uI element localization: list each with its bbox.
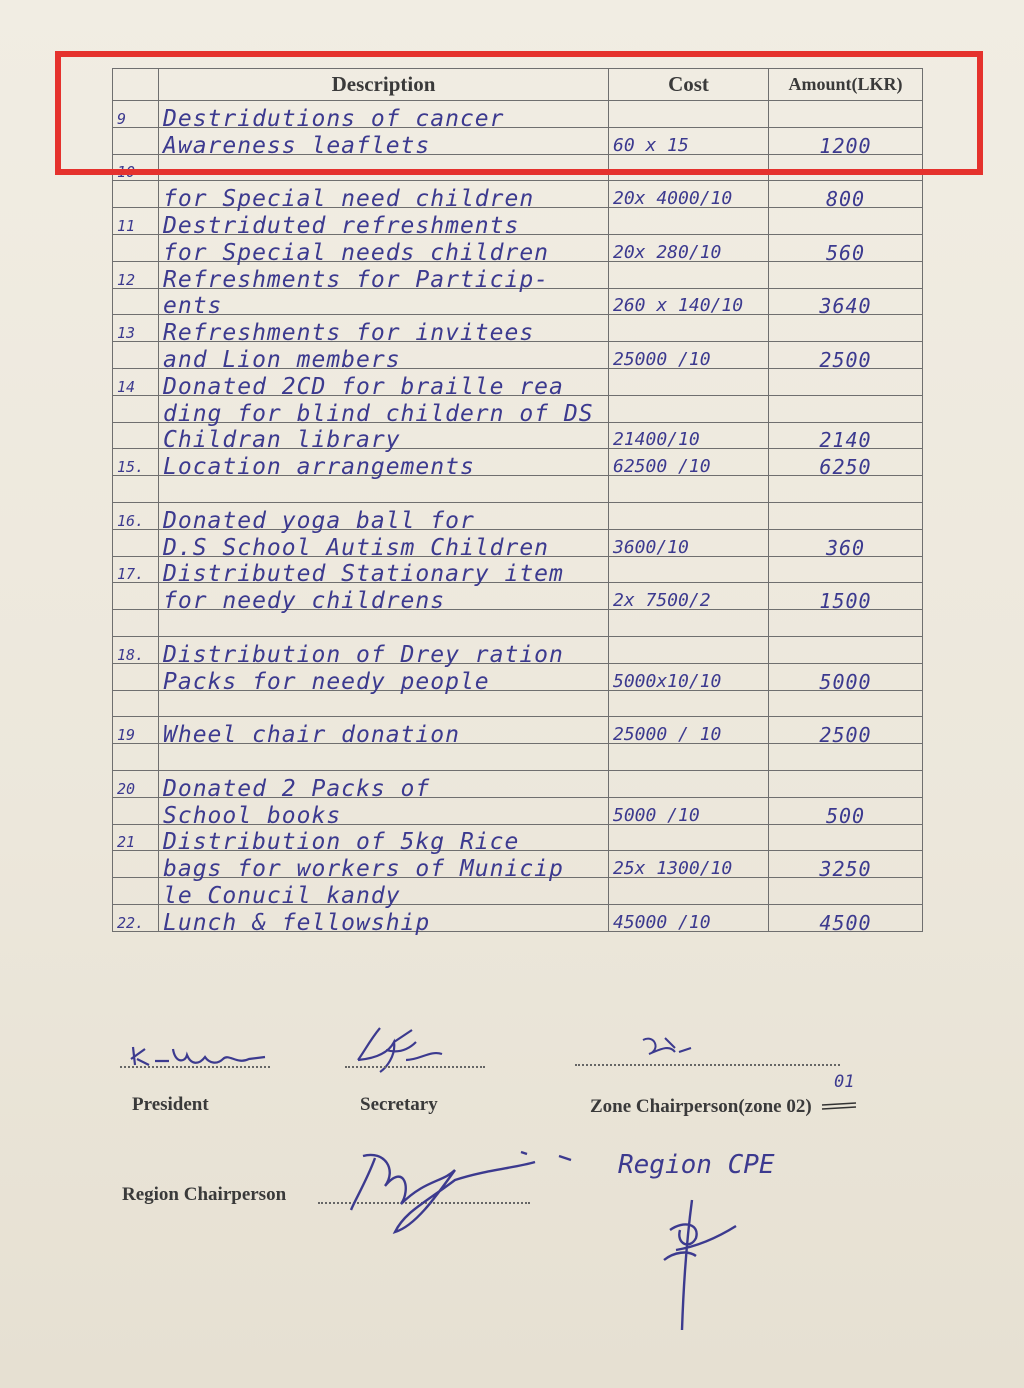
row-cost-cell [609,824,769,851]
row-description-cell [159,770,609,802]
row-number: 13 [117,324,136,343]
row-cost-cell [609,556,769,583]
row-cost-cell [609,234,769,261]
row-amount-cell [769,181,923,212]
row-amount-cell [769,797,923,828]
row-cost: 3600/10 [613,536,689,558]
row-number-cell [113,476,159,503]
row-number-cell [113,449,159,476]
row-amount-cell [769,824,923,851]
row-number: 20 [117,779,136,798]
secretary-signature-line [345,1066,485,1068]
row-amount-cell [769,610,923,637]
row-amount: 1200 [819,133,872,158]
row-number-cell [113,288,159,315]
row-cost-cell [609,583,769,610]
row-cost-cell [609,904,769,931]
table-body [113,101,923,936]
row-cost-cell [609,449,769,476]
region-note-signature [640,1190,770,1340]
row-number-cell [113,717,159,744]
row-description-cell [159,556,609,588]
row-cost-cell [609,368,769,395]
row-amount-cell [769,690,923,717]
row-number-cell [113,368,159,395]
row-description: Location arrangements [163,454,475,481]
row-description: Distributed Stationary item [163,561,564,588]
table-row [113,502,923,529]
header-description: Description [159,69,609,101]
row-number-cell [113,797,159,824]
row-amount: 4500 [819,910,872,935]
row-number-cell [113,422,159,449]
row-amount-cell [769,636,923,663]
row-description: le Conucil kandy [163,882,401,909]
row-description: Awareness leaflets [163,132,431,159]
row-number: 12 [117,270,136,289]
zone-strikeout [820,1097,860,1117]
row-description: Lunch & fellowship [163,909,431,936]
region-chairperson-label: Region Chairperson [122,1184,287,1205]
row-number: 9 [117,109,127,128]
row-amount: 2500 [819,347,872,372]
row-cost: 20x 280/10 [613,241,722,263]
row-number: 16. [117,511,145,530]
row-amount-cell [769,770,923,797]
row-amount-cell [769,904,923,935]
row-description: Wheel chair donation [163,722,460,749]
row-number-cell [113,904,159,931]
row-description: School books [163,802,342,829]
row-cost: 21400/10 [613,429,700,451]
highlight-box [55,51,983,175]
row-number-cell [113,261,159,288]
table-row [113,717,923,744]
row-number-cell [113,636,159,663]
row-cost-cell [609,529,769,556]
row-amount-cell [769,422,923,453]
zone-chairperson-signature [635,1030,705,1064]
row-cost-cell [609,797,769,824]
row-cost-cell [609,261,769,288]
row-description-cell [159,636,609,668]
row-number-cell [113,502,159,529]
expense-table [112,68,923,936]
row-amount-cell [769,717,923,748]
row-description: Donated 2CD for braille rea [163,373,564,400]
row-description: Destriduted refreshments [163,212,520,239]
row-cost: 2x 7500/2 [613,590,711,612]
row-amount-cell [769,234,923,265]
row-amount-cell [769,744,923,771]
row-description: bags for workers of Municip [163,856,564,883]
row-description: for needy childrens [163,588,446,615]
row-amount-cell [769,208,923,235]
row-cost: 62500 /10 [613,456,711,478]
row-cost-cell [609,690,769,717]
header-cost: Cost [609,69,769,101]
row-amount-cell [769,556,923,583]
row-amount-cell [769,288,923,319]
row-number-cell [113,690,159,717]
row-number-cell [113,315,159,342]
row-amount-cell [769,663,923,694]
president-label: President [132,1094,209,1115]
row-cost-cell [609,288,769,315]
row-amount-cell [769,476,923,503]
row-amount: 800 [825,187,866,212]
table-row [113,824,923,851]
table-row [113,770,923,797]
row-amount-cell [769,315,923,342]
row-amount-cell [769,449,923,480]
secretary-label: Secretary [360,1094,438,1115]
secretary-signature [350,1020,460,1080]
table-row [113,556,923,583]
row-number-cell [113,529,159,556]
row-description: ents [163,293,223,320]
row-number: 10 [117,163,136,182]
row-description: Destridutions of cancer [163,105,505,132]
row-amount-cell [769,583,923,614]
row-description-cell [159,824,609,856]
table-row [113,181,923,208]
row-amount-cell [769,342,923,372]
row-description: Donated yoga ball for [163,507,475,534]
row-cost-cell [609,342,769,369]
row-cost-cell [609,422,769,449]
row-number: 21 [117,833,136,852]
row-number-cell [113,824,159,851]
row-amount: 500 [825,803,866,828]
row-amount: 2500 [819,723,872,748]
row-description: Childran library [163,427,401,454]
row-description-cell [159,181,609,213]
row-number: 19 [117,726,136,745]
region-chairperson-signature [345,1140,585,1240]
row-number: 17. [117,565,145,584]
row-description: Distribution of 5kg Rice [163,829,520,856]
row-number-cell [113,395,159,422]
row-cost-cell [609,717,769,744]
row-cost-cell [609,636,769,663]
row-amount: 3250 [819,857,872,882]
row-number: 14 [117,377,136,396]
row-number-cell [113,556,159,583]
row-number-cell [113,342,159,369]
president-signature [125,1035,275,1075]
row-cost-cell [609,395,769,422]
row-amount-cell [769,529,923,560]
row-cost: 5000x10/10 [613,670,722,692]
row-amount: 1500 [819,589,872,614]
row-amount-cell [769,878,923,905]
row-number-cell [113,234,159,261]
row-amount: 360 [825,535,866,560]
row-amount-cell [769,851,923,882]
row-number: 15. [117,458,145,477]
row-cost-cell [609,181,769,208]
row-cost: 20x 4000/10 [613,188,733,210]
row-amount-cell [769,368,923,395]
row-number-cell [113,878,159,905]
region-handwritten-note: Region CPE [618,1150,775,1180]
zone-correction-note: 01 [834,1072,855,1092]
row-number-cell [113,583,159,610]
row-amount-cell [769,395,923,422]
row-number: 11 [117,216,136,235]
row-cost-cell [609,663,769,690]
row-number-cell [113,851,159,878]
row-description: for Special need children [163,186,535,213]
row-cost-cell [609,851,769,878]
row-cost: 25x 1300/10 [613,858,733,880]
zone-chairperson-signature-line [575,1064,840,1066]
row-cost-cell [609,476,769,503]
row-number-cell [113,770,159,797]
row-description: Distribution of Drey ration [163,641,564,668]
row-description: ding for blind childern of DS [163,400,594,427]
row-description: Refreshments for invitees [163,320,535,347]
row-number: 22. [117,913,145,932]
row-cost: 5000 /10 [613,804,700,826]
row-description-cell [159,502,609,534]
row-amount-cell [769,261,923,288]
row-number-cell [113,663,159,690]
row-amount-cell [769,502,923,529]
row-cost: 25000 /10 [613,348,711,370]
row-number-cell [113,744,159,771]
row-number-cell [113,208,159,235]
president-signature-line [120,1066,270,1068]
row-cost-cell [609,502,769,529]
row-number-cell [113,181,159,208]
row-description: Packs for needy people [163,668,490,695]
row-cost-cell [609,878,769,905]
row-cost-cell [609,744,769,771]
row-description: Donated 2 Packs of [163,775,431,802]
row-description: Refreshments for Particip- [163,266,550,293]
row-amount: 5000 [819,669,872,694]
row-cost: 260 x 140/10 [613,295,744,317]
row-cost-cell [609,610,769,637]
row-number: 18. [117,645,145,664]
row-description: for Special needs children [163,239,550,266]
row-cost: 45000 /10 [613,911,711,933]
row-description: and Lion members [163,346,401,373]
row-amount: 560 [825,240,866,265]
row-amount: 3640 [819,294,872,319]
table-row [113,315,923,342]
row-number-cell [113,610,159,637]
row-description-cell [159,717,609,749]
zone-chairperson-label: Zone Chairperson(zone 02) [590,1096,812,1117]
row-description: D.S School Autism Children [163,534,550,561]
row-cost: 60 x 15 [613,134,689,156]
row-cost-cell [609,208,769,235]
row-amount: 6250 [819,455,872,480]
row-cost: 25000 / 10 [613,724,722,746]
row-cost-cell [609,315,769,342]
header-amount: Amount(LKR) [769,69,923,101]
row-description-cell [159,315,609,347]
row-amount: 2140 [819,428,872,453]
table-row [113,636,923,663]
row-cost-cell [609,770,769,797]
